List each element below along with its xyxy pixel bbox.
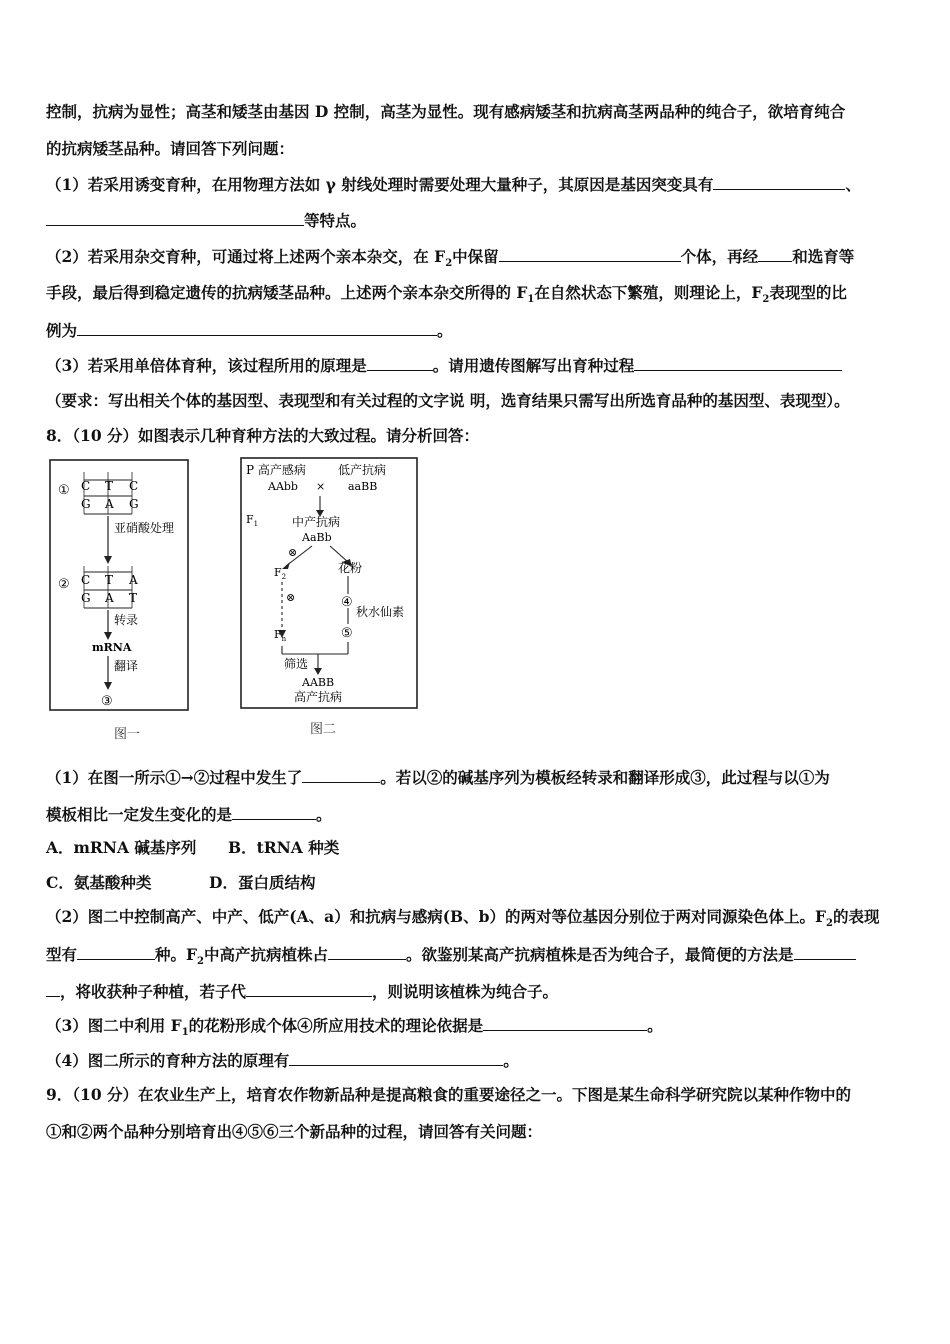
fn-label: $F_n$	[274, 628, 287, 643]
answer-blank[interactable]	[46, 981, 60, 997]
text-line: 模板相比一定发生变化的是 。	[46, 805, 332, 824]
label-2: ②	[58, 577, 70, 592]
cross-icon: ×	[316, 480, 326, 493]
answer-blank[interactable]	[483, 1015, 647, 1031]
answer-blank[interactable]	[367, 355, 433, 371]
answer-blank[interactable]	[713, 174, 845, 190]
arrow-icon	[104, 556, 112, 564]
answer-blank[interactable]	[499, 246, 681, 262]
text-line: （要求：写出相关个体的基因型、表现型和有关过程的文字说 明，选育结果只需写出所选育品种的基因型、表现型）。	[46, 391, 850, 410]
answer-blank[interactable]	[77, 944, 155, 960]
genotype: aaBB	[348, 480, 378, 493]
arrow-icon	[104, 682, 112, 690]
pollen-label: 花粉	[338, 561, 363, 575]
question-7-3: （3）若采用单倍体育种，该过程所用的原理是 。请用遗传图解写出育种过程	[46, 355, 842, 376]
self-icon: ⊗	[288, 546, 298, 559]
step-label: 翻译	[114, 659, 139, 673]
answer-blank[interactable]	[289, 1050, 503, 1066]
text-line: 手段，最后得到稳定遗传的抗病矮茎品种。上述两个亲本杂交所得的 $F_1$在自然状态下繁殖，则理论上，$F_2$表现型的比	[46, 283, 847, 306]
question-7-2: （2）若采用杂交育种，可通过将上述两个亲本杂交，在 $F_2$中保留 个体，再经 和选育等	[46, 247, 855, 270]
figure-two	[238, 456, 422, 712]
question-8-3: （3）图二中利用 $F_1$的花粉形成个体④所应用技术的理论依据是 。	[46, 1016, 663, 1039]
base: T	[129, 591, 138, 605]
genotype: AAbb	[268, 480, 298, 493]
text-line: 等特点。	[46, 210, 366, 231]
base: G	[81, 497, 91, 511]
label-4: ④	[341, 595, 353, 610]
question-7-1: （1）若采用诱变育种，在用物理方法如 γ 射线处理时需要处理大量种子，其原因是基因突变具有 、	[46, 175, 861, 194]
option-b[interactable]: B．tRNA 种类	[228, 838, 340, 857]
step-label: 亚硝酸处理	[114, 521, 175, 535]
mrna-label: mRNA	[92, 641, 132, 654]
result-genotype: AABB	[302, 676, 335, 689]
answer-blank[interactable]	[246, 981, 372, 997]
f2-label: $F_2$	[274, 566, 287, 581]
question-9-header: 9．（10 分）在农业生产上，培育农作物新品种是提高粮食的重要途径之一。下图是某生命科学研究院以某种作物中的	[46, 1085, 852, 1104]
text-line: ，将收获种子种植，若子代 ，则说明该植株为纯合子。	[46, 981, 558, 1002]
answer-blank[interactable]	[634, 355, 842, 371]
answer-blank[interactable]	[77, 320, 437, 336]
result-phenotype: 高产抗病	[294, 690, 343, 704]
question-8-4: （4）图二所示的育种方法的原理有 。	[46, 1051, 519, 1070]
base: A	[129, 573, 138, 587]
base: G	[129, 497, 139, 511]
colchicine-label: 秋水仙素	[356, 605, 405, 619]
arrow-icon	[282, 562, 290, 569]
text-line: 的抗病矮茎品种。请回答下列问题：	[46, 139, 295, 158]
text-line: ①和②两个品种分别培育出④⑤⑥三个新品种的过程，请回答有关问题：	[46, 1122, 543, 1141]
p-label: P 高产感病	[246, 463, 306, 477]
question-8-header: 8．（10 分）如图表示几种育种方法的大致过程。请分析回答：	[46, 426, 480, 445]
label-5: ⑤	[341, 626, 353, 641]
answer-blank[interactable]	[328, 944, 406, 960]
answer-blank[interactable]	[794, 944, 856, 960]
text-line: 控制，抗病为显性；高茎和矮茎由基因 D 控制，高茎为显性。现有感病矮茎和抗病高茎两品种的纯合子，欲培育纯合	[46, 102, 846, 121]
screen-label: 筛选	[284, 657, 309, 671]
figure-two-caption: 图二	[310, 722, 337, 737]
base: T	[105, 479, 114, 493]
text-line: 型有 种。$F_2$中高产抗病植株占 。欲鉴别某高产抗病植株是否为纯合子，最简便的方法是	[46, 944, 856, 972]
figure-one-caption: 图一	[114, 727, 141, 742]
text-line: 例为 。	[46, 321, 453, 340]
base: C	[81, 479, 91, 493]
question-8-1: （1）在图一所示①→②过程中发生了 。若以②的碱基序列为模板经转录和翻译形成③，此过程与以①为	[46, 768, 830, 787]
base: A	[105, 497, 114, 511]
base: C	[81, 573, 91, 587]
f1-genotype: AaBb	[302, 531, 332, 544]
f1-phenotype: 中产抗病	[292, 515, 341, 529]
option-c[interactable]: C．氨基酸种类	[46, 873, 152, 892]
base: G	[81, 591, 91, 605]
option-d[interactable]: D．蛋白质结构	[209, 873, 316, 892]
option-a[interactable]: A．mRNA 碱基序列	[46, 838, 197, 857]
p-right: 低产抗病	[338, 463, 387, 477]
f1-label: $F_1$	[246, 513, 259, 528]
step-label: 转录	[114, 613, 139, 627]
answer-blank[interactable]	[46, 210, 304, 226]
answer-blank[interactable]	[758, 246, 792, 262]
base: T	[105, 573, 114, 587]
base: A	[105, 591, 114, 605]
label-1: ①	[58, 483, 70, 498]
answer-blank[interactable]	[232, 804, 316, 820]
arrow-icon	[104, 632, 112, 640]
base: C	[129, 479, 139, 493]
question-8-2: （2）图二中控制高产、中产、低产(A、a）和抗病与感病(B、b）的两对等位基因分别位于两对同源染色体上。$F_2$的表现	[46, 907, 880, 930]
arrow-icon	[314, 668, 322, 675]
answer-blank[interactable]	[302, 767, 380, 783]
figure-one	[48, 458, 200, 714]
self-icon: ⊗	[286, 591, 296, 604]
label-3: ③	[101, 694, 113, 709]
